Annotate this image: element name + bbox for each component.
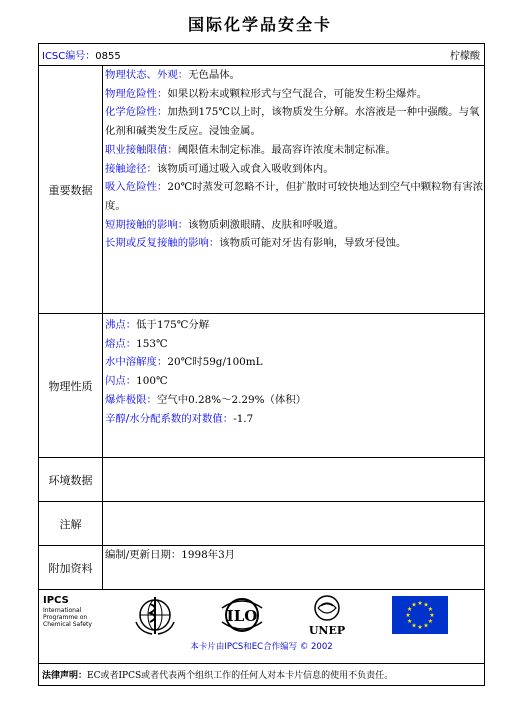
icsc-label: ICSC编号： [42,51,96,62]
item-value: 该物质刺激眼睛、皮肤和呼吸道。 [188,218,344,231]
svg-text:ILO: ILO [226,607,258,625]
data-item [104,391,484,410]
data-item [104,234,484,253]
item-value: 该物质可通过吸入或食入吸收到体内。 [156,162,334,175]
additional-info-section [39,546,484,590]
data-item [104,335,484,354]
item-key: 辛醇/水分配系数的对数值： [105,412,234,425]
item-value: 低于175℃分解 [136,319,210,331]
item-value: 20℃时蒸发可忽略不计，但扩散时可较快地达到空气中颗粒物有害浓度。 [105,181,484,212]
data-item [104,178,484,215]
item-key: 吸入危险性： [105,181,168,194]
data-item [104,316,484,335]
item-key: 物理危险性： [105,87,168,100]
data-item [104,66,484,85]
unep-logo-icon [305,594,349,638]
ipcs-logo-text [43,595,92,628]
card-header [39,44,484,66]
item-value: 该物质可能对牙齿有影响，导致牙侵蚀。 [219,237,407,250]
who-logo-icon [132,594,178,636]
item-key: 闪点： [105,375,137,388]
item-key: 物理状态、外观： [105,69,189,81]
item-value: 空气中0.28%～2.29%（体积） [156,393,307,406]
item-key: 职业接触限值： [105,143,178,156]
item-key: 爆炸极限： [105,393,157,406]
data-item [104,160,484,179]
ipcs-line: Chemical Safety [43,621,92,628]
icsc-number: 0855 [95,51,121,62]
footer-caption: 本卡片由IPCS和EC合作编写 © 2002 [190,642,333,652]
disclaimer-row [39,664,484,686]
ipcs-line: International [43,607,82,614]
environment-section [39,458,484,502]
icsc-number-field [42,47,121,62]
ipcs-title: IPCS [43,595,69,606]
item-key: 接触途径： [105,162,157,175]
chemical-name: 柠檬酸 [450,51,480,62]
important-data-section [39,66,484,314]
footer-logos [39,590,484,664]
item-key: 熔点： [105,337,137,350]
data-item [104,216,484,235]
item-value: 加热到175℃以上时，该物质发生分解。水溶液是一种中强酸。与氧化剂和碱类发生反应。浸蚀金属。 [105,106,480,138]
legal-disclaimer [42,668,393,681]
physical-properties-list [104,314,484,459]
notes-section [39,502,484,546]
item-value: 阈限值未制定标准。最高容许浓度未制定标准。 [177,143,396,156]
unep-text: UNEP [308,624,346,637]
page-title: 国际化学品安全卡 [187,15,332,34]
safety-card [38,43,485,686]
data-item [104,410,484,429]
section-label: 环境数据 [39,458,103,501]
section-label: 注解 [39,502,103,545]
ilo-logo-icon [218,594,266,636]
item-value: -1.7 [233,412,254,425]
section-label: 物理性质 [39,314,103,457]
item-key: 水中溶解度： [105,356,168,369]
data-item [104,141,484,160]
physical-properties-section [39,314,484,458]
data-item [104,372,484,391]
item-key: 长期或反复接触的影响： [105,237,220,250]
item-value: 100℃ [136,375,168,388]
data-item [104,85,484,104]
disclaimer-text: EC或者IPCS或者代表两个组织工作的任何人对本卡片信息的使用不负责任。 [87,671,394,681]
item-value: 无色晶体。 [188,69,241,81]
section-label: 重要数据 [39,66,103,313]
disclaimer-label: 法律声明： [42,671,88,681]
data-item [104,353,484,372]
section-label: 附加资料 [39,546,103,589]
item-value: 20℃时59g/100mL [167,356,263,369]
important-data-list [104,66,484,313]
ipcs-line: Programme on [43,614,88,621]
item-key: 沸点： [105,319,137,331]
item-key: 化学危险性： [105,106,168,119]
eu-flag-icon [392,596,448,634]
item-value: 如果以粉末或颗粒形式与空气混合，可能发生粉尘爆炸。 [167,87,428,100]
item-key: 短期接触的影响： [105,218,189,231]
update-date: 编制/更新日期：1998年3月 [105,549,236,561]
item-value: 153℃ [136,337,168,350]
data-item [104,103,484,140]
